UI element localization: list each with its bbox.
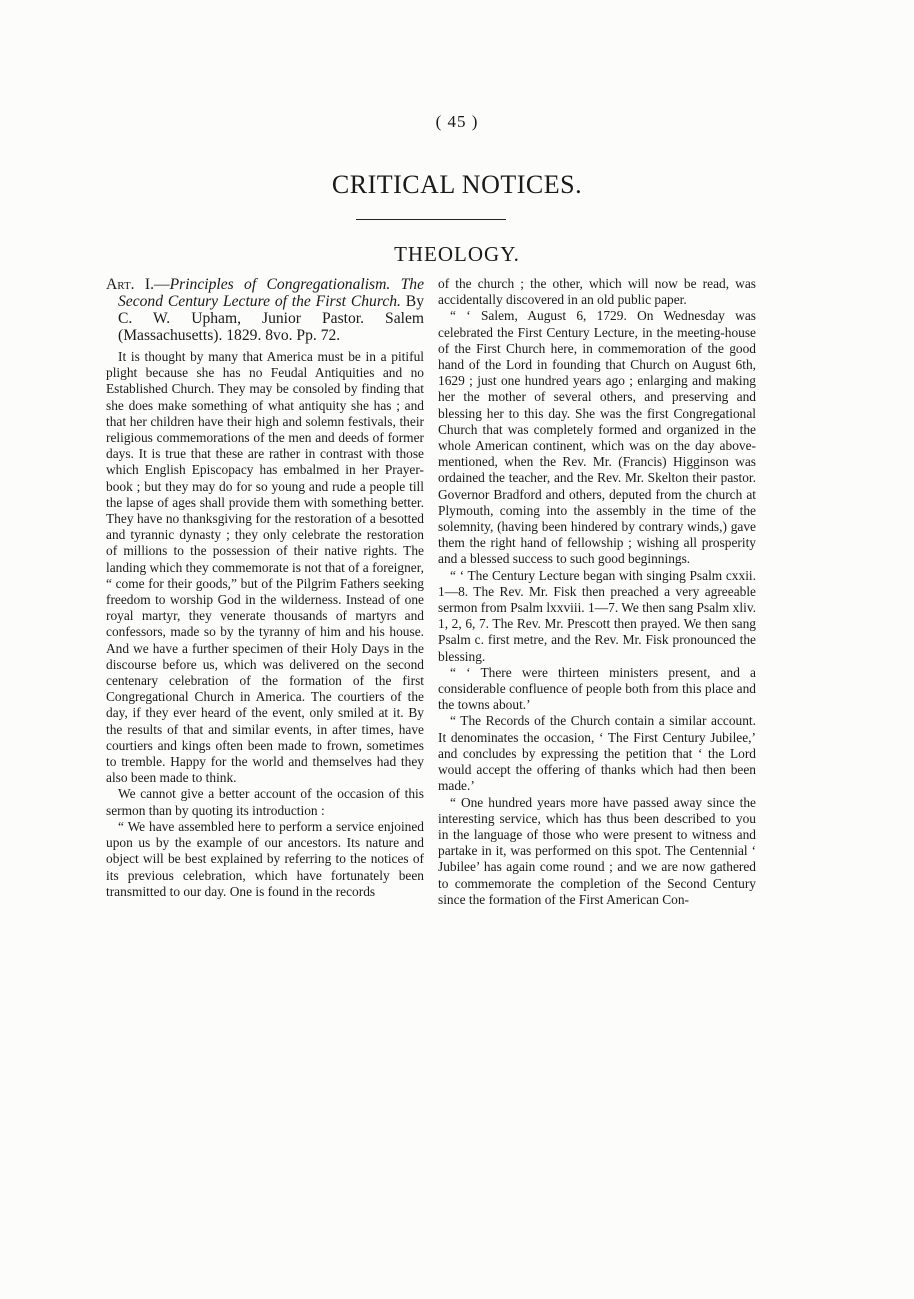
article-citation: By C. W. Upham, Junior Pastor. Salem (Massachusetts). 1829. 8vo. Pp. 72. [118,293,424,344]
paragraph: “ We have assembled here to perform a service enjoined upon us by the example of our ancestors. Its nature and object will be best explained by referring to the notices of its previous celebration, which have fortunately been transmitted to our day. One is found in the records [106,818,424,899]
paragraph: It is thought by many that America must be in a pitiful plight because she has no Feudal Antiquities and no Established Church. They may be consoled by finding that she does make something of what antiquity she has ; and that her children have their high and solemn festivals, their religious commemorations of the men and deeds of former days. It is true that these are rather in contrast with those which English Episcopacy has embalmed in her Prayer-book ; but they may do for so young and rude a people till the lapse of ages shall provide them with something better. They have no thanksgiving for the restoration of a besotted and tyrannic dynasty ; they only celebrate the restoration of millions to the possession of their native rights. The landing which they commemorate is not that of a foreigner, “ come for their goods,” but of the Pilgrim Fathers seeking freedom to worship God in the wilderness. Instead of one royal martyr, they venerate thousands of martyrs and confessors, made so by the tyranny of him and his house. And we have a further specimen of their Holy Days in the discourse before us, which was delivered on the second centenary celebration of the formation of the first Congregational Church in America. The courtiers of the day, if they ever heard of the event, only smiled at it. By the results of that and similar events, in after times, have courtiers and kings often been made to frown, sometimes to tremble. Happy for the world and themselves had they also been made to think. [106,349,424,786]
subsection-title: THEOLOGY. [394,242,520,266]
paragraph: of the church ; the other, which will now be read, was accidentally discovered in an old public paper. [438,276,756,308]
divider-rule [356,219,506,220]
article-title: Principles of Congregationalism. The Second Century Lecture of the First Church. [118,276,424,310]
left-column [106,276,424,900]
page-number: ( 45 ) [435,112,479,131]
paragraph: “ One hundred years more have passed away since the interesting service, which has thus been described to you in the language of those who were present to witness and partake in it, was performed on this spot. The Centennial ‘ Jubilee’ has again come round ; and we are now gathered to commemorate the completion of the Second Century since the formation of the First American Con- [438,794,756,907]
paragraph: “ ‘ There were thirteen ministers present, and a considerable confluence of people both from this place and the towns about.’ [438,664,756,713]
right-column [438,276,756,908]
article-label: Art. I.— [106,276,170,293]
article-heading [106,276,424,344]
paragraph: We cannot give a better account of the occasion of this sermon than by quoting its introduction : [106,786,424,818]
paragraph: “ ‘ Salem, August 6, 1729. On Wednesday was celebrated the First Century Lecture, in the meeting-house of the First Church here, in commemoration of the good hand of the Lord in founding that Church on August 6th, 1629 ; just one hundred years ago ; enlarging and making her the mother of several others, and preserving and blessing her to this day. She was the first Congregational Church that was completely formed and organized in the whole American continent, which was on the day above-mentioned, when the Rev. Mr. (Francis) Higginson was ordained the teacher, and the Rev. Mr. Skelton their pastor. Governor Bradford and others, deputed from the church at Plymouth, coming into the assembly in the time of the solemnity, (having been hindered by contrary winds,) gave them the right hand of fellowship ; wishing all prosperity and a blessed success to such good beginnings. [438,308,756,567]
paragraph: “ ‘ The Century Lecture began with singing Psalm cxxii. 1—8. The Rev. Mr. Fisk then preached a very agreeable sermon from Psalm lxxviii. 1—7. We then sang Psalm xliv. 1, 2, 6, 7. The Rev. Mr. Prescott then prayed. We then sang Psalm c. first metre, and the Rev. Mr. Fisk pronounced the blessing. [438,567,756,664]
section-title: CRITICAL NOTICES. [331,170,583,199]
paragraph: “ The Records of the Church contain a similar account. It denominates the occasion, ‘ The First Century Jubilee,’ and concludes by expressing the petition that ‘ the Lord would accept the offering of thanks which had then been made.’ [438,713,756,794]
